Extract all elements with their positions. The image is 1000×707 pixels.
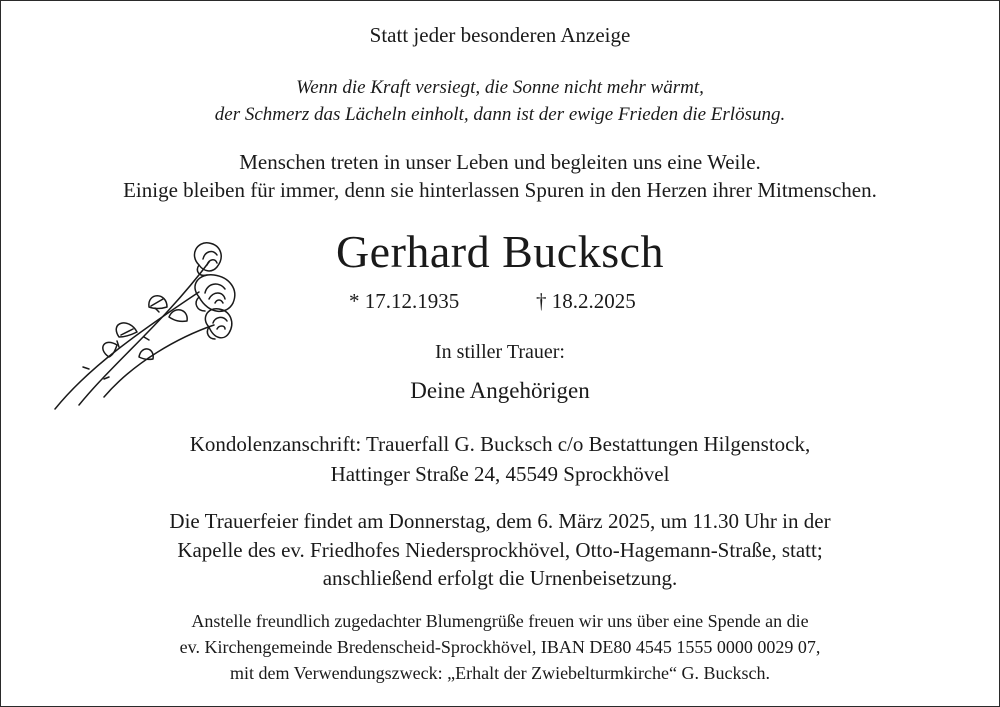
condolence-address-line-1: Kondolenzanschrift: Trauerfall G. Bucksch c/o Bestattungen Hilgenstock, (189, 432, 811, 456)
donation-line-2: ev. Kirchengemeinde Bredenscheid-Sprockhövel, IBAN DE80 4545 1555 0000 0029 07, (179, 637, 821, 657)
donation-line-1: Anstelle freundlich zugedachter Blumengrüße freuen wir uns über eine Spende an die (191, 611, 809, 631)
funeral-info-line-2: Kapelle des ev. Friedhofes Niedersprockhövel, Otto-Hagemann-Straße, statt; (177, 538, 823, 562)
birth-date: * 17.12.1935 (349, 289, 460, 313)
donation-line-3: mit dem Verwendungszweck: „Erhalt der Zwiebelturmkirche“ G. Bucksch. (230, 663, 770, 683)
motto-line-2: der Schmerz das Lächeln einholt, dann ist der ewige Frieden die Erlösung. (214, 104, 786, 125)
death-date: † 18.2.2025 (536, 289, 636, 313)
mourning-phrase: In stiller Trauer: (435, 341, 565, 363)
family-signature: Deine Angehörigen (410, 378, 590, 403)
funeral-info-line-1: Die Trauerfeier findet am Donnerstag, dem 6. März 2025, um 11.30 Uhr in der (169, 509, 831, 533)
funeral-info-line-3: anschließend erfolgt die Urnenbeisetzung. (322, 566, 678, 590)
intro-line-2: Einige bleiben für immer, denn sie hinterlassen Spuren in den Herzen ihrer Mitmenschen. (123, 178, 877, 202)
condolence-address-line-2: Hattinger Straße 24, 45549 Sprockhövel (330, 462, 670, 486)
intro-line-1: Menschen treten in unser Leben und begleiten uns eine Weile. (239, 150, 761, 174)
motto-line-1: Wenn die Kraft versiegt, die Sonne nicht mehr wärmt, (296, 77, 704, 98)
notice-header: Statt jeder besonderen Anzeige (369, 23, 631, 47)
deceased-name: Gerhard Bucksch (335, 226, 665, 277)
